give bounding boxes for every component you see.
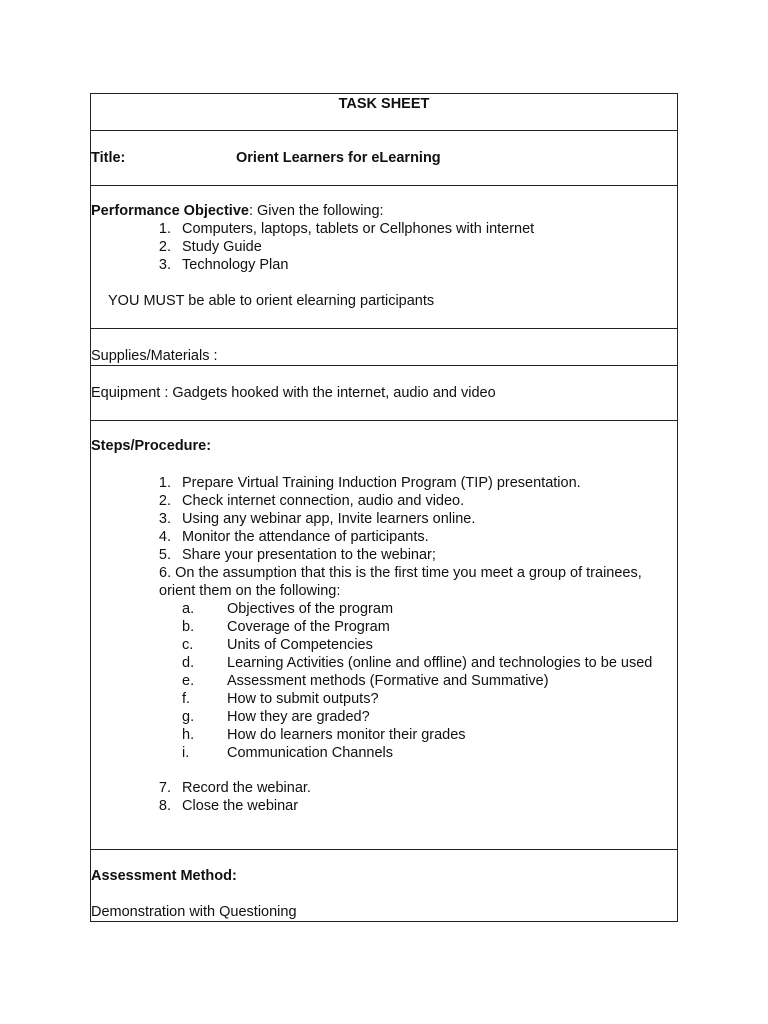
step-number: 3. — [158, 511, 171, 527]
supplies-row — [91, 328, 677, 365]
title-row — [91, 130, 677, 185]
step-text: Close the webinar — [182, 798, 299, 814]
list-text: Computers, laptops, tablets or Cellphones with internet — [182, 221, 535, 237]
procedure-label: Steps/Procedure: — [91, 438, 212, 454]
step-number: 5. — [158, 547, 171, 563]
sub-text: How do learners monitor their grades — [227, 727, 466, 743]
sub-text: Assessment methods (Formative and Summative) — [227, 673, 549, 689]
equipment-row — [91, 365, 677, 420]
step-number: 8. — [158, 798, 171, 814]
header-row — [91, 94, 677, 130]
objective-must: YOU MUST be able to orient elearning participants — [108, 293, 435, 309]
step-text: Using any webinar app, Invite learners online. — [182, 511, 476, 527]
step-text: Check internet connection, audio and video. — [182, 493, 465, 509]
sub-letter: b. — [182, 619, 195, 635]
sub-text: Units of Competencies — [227, 637, 373, 653]
objective-row — [91, 185, 677, 328]
assessment-method: Demonstration with Questioning — [91, 904, 297, 920]
title-value: Orient Learners for eLearning — [236, 150, 441, 166]
list-number: 1. — [158, 221, 171, 237]
sub-text: Coverage of the Program — [227, 619, 390, 635]
step-6-line-2: orient them on the following: — [159, 583, 341, 599]
sheet-title: TASK SHEET — [338, 96, 430, 112]
assessment-row — [91, 849, 677, 921]
supplies-label: Supplies/Materials : — [91, 348, 218, 364]
step-text: Prepare Virtual Training Induction Program (TIP) presentation. — [182, 475, 581, 491]
sub-text: Objectives of the program — [227, 601, 394, 617]
procedure-row — [91, 420, 677, 849]
step-number: 2. — [158, 493, 171, 509]
sub-text: How they are graded? — [227, 709, 370, 725]
assessment-label: Assessment Method: — [91, 868, 237, 884]
step-number: 1. — [158, 475, 171, 491]
objective-intro: : Given the following: — [248, 203, 384, 219]
sub-text: Communication Channels — [227, 745, 394, 761]
sub-letter: c. — [182, 637, 194, 653]
step-text: Monitor the attendance of participants. — [182, 529, 429, 545]
sub-letter: d. — [182, 655, 195, 671]
step-text: Share your presentation to the webinar; — [182, 547, 436, 563]
sub-letter: i. — [182, 745, 190, 761]
step-6-line-1: 6. On the assumption that this is the first time you meet a group of trainees, — [159, 565, 642, 581]
sub-letter: e. — [182, 673, 195, 689]
sub-letter: g. — [182, 709, 195, 725]
step-text: Record the webinar. — [182, 780, 311, 796]
list-number: 2. — [158, 239, 171, 255]
step-number: 4. — [158, 529, 171, 545]
sub-text: Learning Activities (online and offline) and technologies to be used — [227, 655, 653, 671]
list-text: Technology Plan — [182, 257, 289, 273]
title-label: Title: — [91, 150, 126, 166]
list-text: Study Guide — [182, 239, 262, 255]
step-number: 7. — [158, 780, 171, 796]
objective-label: Performance Objective — [91, 203, 249, 219]
sub-text: How to submit outputs? — [227, 691, 379, 707]
sub-letter: f. — [182, 691, 191, 707]
list-number: 3. — [158, 257, 171, 273]
equipment-text: Equipment : Gadgets hooked with the internet, audio and video — [91, 385, 496, 401]
sub-letter: a. — [182, 601, 195, 617]
task-sheet-table — [90, 93, 678, 922]
objective-heading — [91, 202, 384, 220]
sub-letter: h. — [182, 727, 195, 743]
